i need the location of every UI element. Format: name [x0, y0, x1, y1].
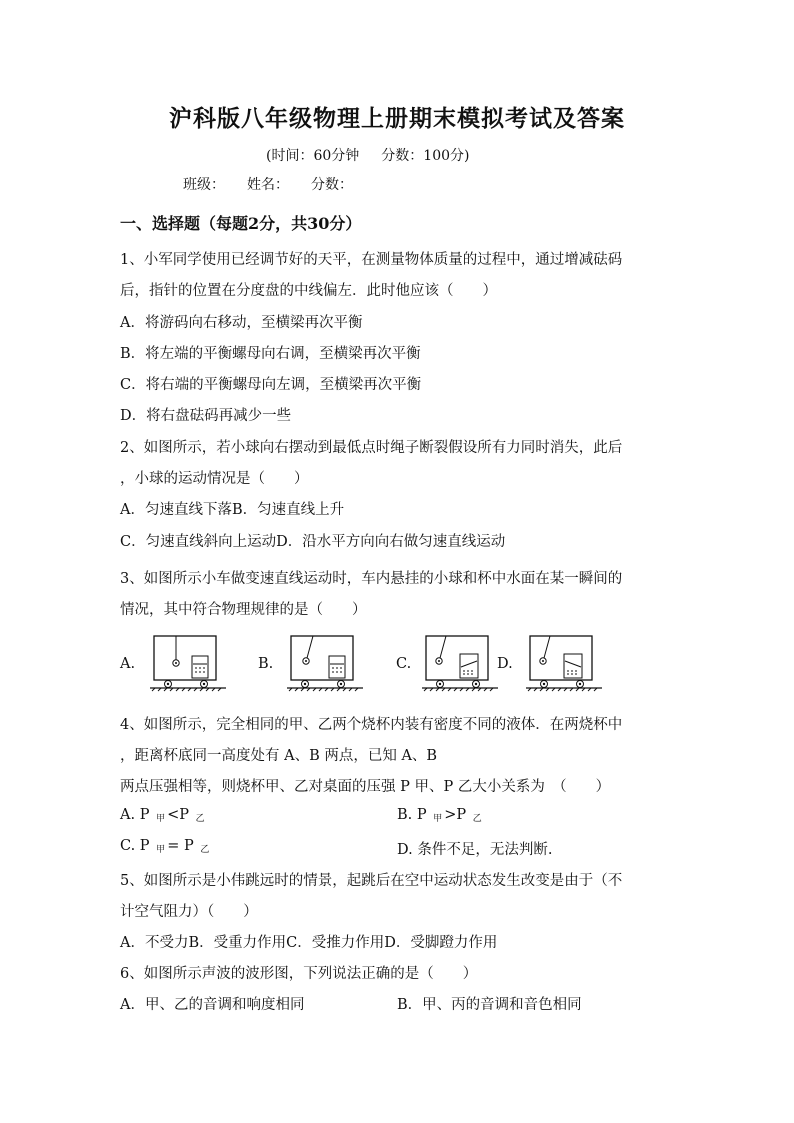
- q5-stem-2: 计空气阻力）（ ）: [120, 904, 258, 920]
- q2-stem-2: ，小球的运动情况是（ ）: [120, 471, 309, 487]
- q4-option-a: A. P $_甲$ <P $_乙$: [120, 807, 205, 824]
- q3-label-c: C.: [396, 656, 412, 672]
- q6-option-a: A．甲、乙的音调和响度相同: [120, 997, 305, 1013]
- q1-option-b: B．将左端的平衡螺母向右调，至横梁再次平衡: [120, 346, 421, 362]
- q4-stem-2: ，距离杯底同一高度处有 A、B 两点，已知 A、B: [120, 748, 438, 764]
- q3-label-d: D.: [497, 656, 513, 672]
- q1-option-c: C．将右端的平衡螺母向左调，至横梁再次平衡: [120, 377, 422, 393]
- q4-option-c: C. P $_甲$ = P $_乙$: [120, 838, 210, 855]
- q4-option-b: B. P $_甲$ >P $_乙$: [397, 807, 482, 824]
- q3-figure-c: [422, 634, 498, 692]
- q3-figure-a: [150, 634, 226, 692]
- q2-options-ab: A．匀速直线下落B．匀速直线上升: [120, 502, 345, 518]
- score-label: 分数：: [311, 177, 353, 193]
- exam-time: (时间：60分钟: [266, 148, 360, 164]
- q2-stem-1: 2、如图所示，若小球向右摆动到最低点时绳子断裂假设所有力同时消失，此后: [120, 440, 623, 456]
- q4-stem-1: 4、如图所示，完全相同的甲、乙两个烧杯内装有密度不同的液体．在两烧杯中: [120, 717, 623, 733]
- exam-total-score: 分数：100分): [381, 148, 470, 164]
- class-label: 班级：: [183, 177, 225, 193]
- q1-option-d: D．将右盘砝码再减少一些: [120, 408, 292, 424]
- q5-options: A．不受力B．受重力作用C．受推力作用D．受脚蹬力作用: [120, 935, 498, 951]
- q6-option-b: B．甲、丙的音调和音色相同: [397, 997, 582, 1013]
- q1-stem-1: 1、小军同学使用已经调节好的天平，在测量物体质量的过程中，通过增减砝码: [120, 252, 623, 268]
- q1-stem-2: 后，指针的位置在分度盘的中线偏左．此时他应该（ ）: [120, 283, 497, 299]
- q3-figure-b: [287, 634, 363, 692]
- exam-meta: [266, 145, 469, 165]
- q3-stem-1: 3、如图所示小车做变速直线运动时，车内悬挂的小球和杯中水面在某一瞬间的: [120, 571, 623, 587]
- section-heading: 一、选择题（每题2分，共30分）: [120, 214, 362, 233]
- q6-stem: 6、如图所示声波的波形图，下列说法正确的是（ ）: [120, 966, 478, 982]
- q5-stem-1: 5、如图所示是小伟跳远时的情景，起跳后在空中运动状态发生改变是由于（不: [120, 873, 623, 889]
- q2-options-cd: C．匀速直线斜向上运动D．沿水平方向向右做匀速直线运动: [120, 534, 506, 550]
- q4-stem-3: 两点压强相等，则烧杯甲、乙对桌面的压强 P 甲、P 乙大小关系为 （ ）: [120, 779, 611, 795]
- page-title: 沪科版八年级物理上册期末模拟考试及答案: [169, 105, 625, 132]
- q3-figure-d: [526, 634, 602, 692]
- name-label: 姓名：: [247, 177, 289, 193]
- q3-label-b: B.: [258, 656, 274, 672]
- q3-label-a: A.: [120, 656, 136, 672]
- q4-option-d: D. 条件不足，无法判断.: [397, 842, 553, 858]
- q1-option-a: A．将游码向右移动，至横梁再次平衡: [120, 315, 363, 331]
- student-info: [183, 174, 375, 194]
- q3-stem-2: 情况，其中符合物理规律的是（ ）: [120, 602, 367, 618]
